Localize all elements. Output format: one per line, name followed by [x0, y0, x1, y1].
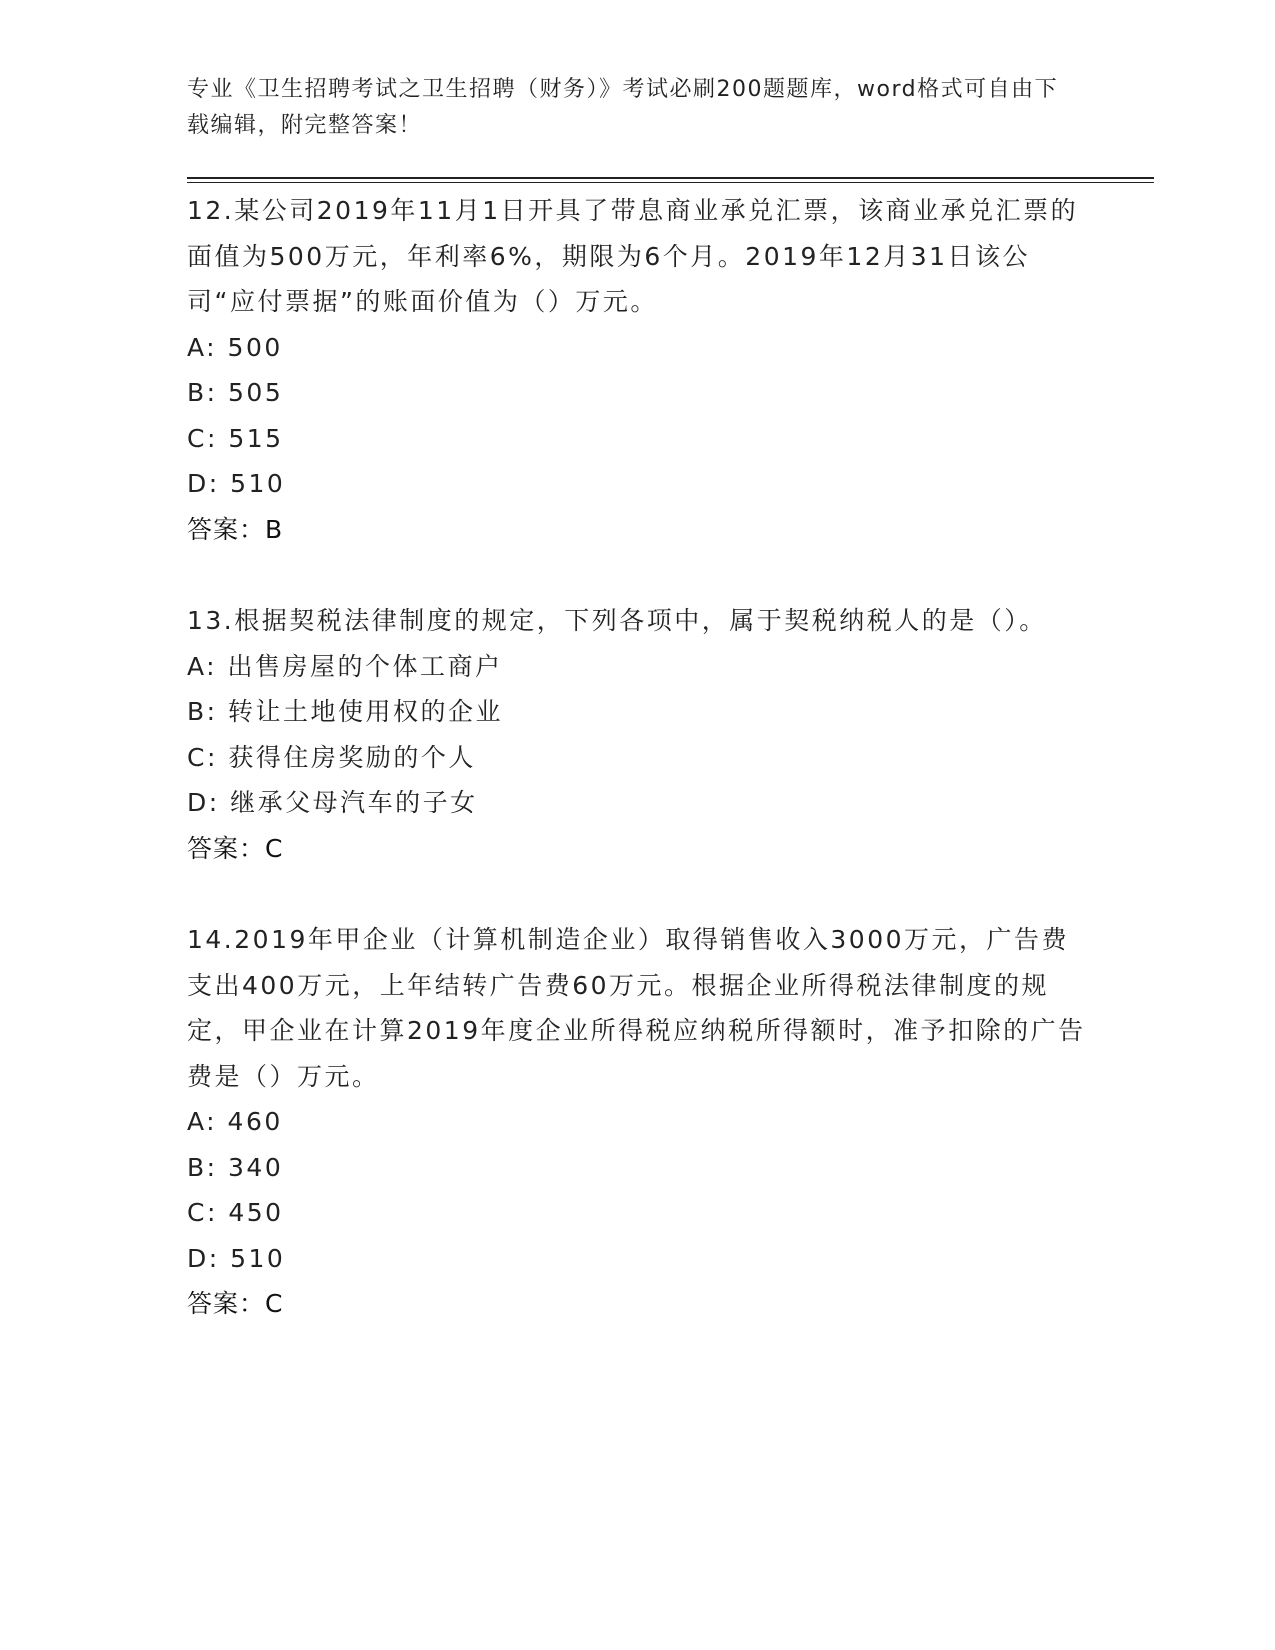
option-b: B: 转让土地使用权的企业 — [187, 697, 504, 726]
answer: 答案：B — [187, 514, 284, 544]
header-divider-thick — [187, 177, 1154, 179]
question-text: 12.某公司2019年11月1日开具了带息商业承兑汇票，该商业承兑汇票的面值为500万元，年利率6%，期限为6个月。2019年12月31日该公司“应付票据”的账面价值为（）万元。 — [187, 196, 1079, 316]
option-b: B: 340 — [187, 1152, 284, 1182]
answer: 答案：C — [187, 1289, 284, 1318]
option-d: D: 继承父母汽车的子女 — [187, 788, 478, 817]
option-c: C: 515 — [187, 423, 284, 453]
option-d: D: 510 — [187, 469, 286, 498]
answer: 答案：C — [187, 833, 284, 863]
question-14 — [187, 917, 1087, 1327]
option-b: B: 505 — [187, 378, 284, 407]
document-header: 专业《卫生招聘考试之卫生招聘（财务）》考试必刷200题题库，word格式可自由下载编辑，附完整答案！ — [187, 77, 1059, 138]
option-a: A: 出售房屋的个体工商户 — [187, 651, 503, 681]
option-c: C: 获得住房奖励的个人 — [187, 742, 476, 772]
header-divider-thin — [187, 182, 1154, 183]
question-13 — [187, 598, 1087, 871]
question-list — [187, 188, 1087, 1373]
question-text: 13.根据契税法律制度的规定，下列各项中，属于契税纳税人的是（）。 — [187, 606, 1047, 635]
option-a: A: 500 — [187, 332, 283, 362]
option-c: C: 450 — [187, 1198, 284, 1227]
question-12 — [187, 188, 1087, 552]
option-a: A: 460 — [187, 1107, 283, 1136]
question-text: 14.2019年甲企业（计算机制造企业）取得销售收入3000万元，广告费支出400万元，上年结转广告费60万元。根据企业所得税法律制度的规定，甲企业在计算2019年度企业所得税应纳税所得额时，准予扣除的广告费是（）万元。 — [187, 925, 1086, 1091]
option-d: D: 510 — [187, 1243, 286, 1273]
